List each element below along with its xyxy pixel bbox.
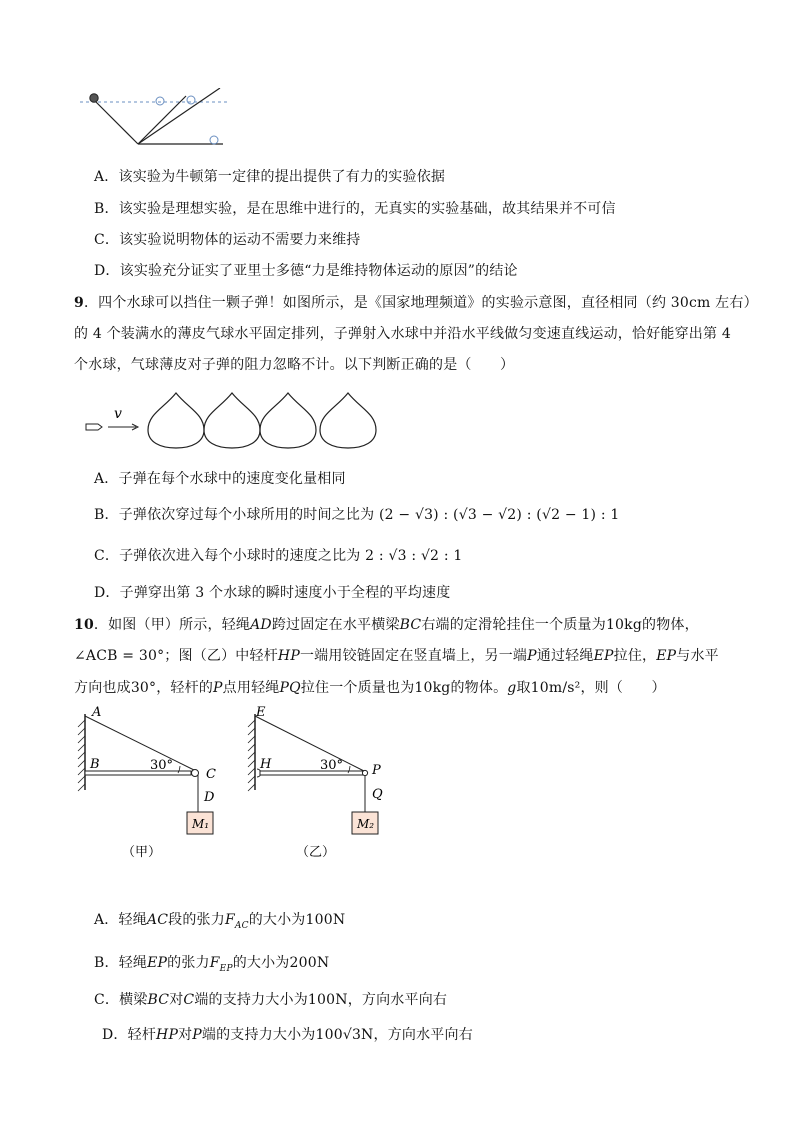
t: 100N [307,992,348,1008]
mass-label-m1: M₁ [192,817,210,831]
q9-option-c [94,545,463,565]
t: 跨过固定在水平横梁 [271,617,400,633]
t: ，方向水平向右 [347,992,448,1008]
t: 与水平 [676,648,719,664]
water-ball-2 [204,393,260,448]
t: D．轻杆 [102,1027,157,1043]
t: 段的张力 [168,912,225,928]
q9-option-b [94,504,620,524]
label-e: E [256,705,266,720]
t: 对 [178,1027,193,1043]
t: EP [593,648,614,664]
t: PQ [279,680,301,696]
label-b: B [90,757,100,772]
t: 对 [169,992,184,1008]
q8-option-b: B．该实验是理想实验，是在思维中进行的，无真实的实验基础，故其结果并不可信 [94,201,616,217]
label-h: H [260,757,272,772]
q9-number: 9 [74,295,84,311]
q10-option-a [94,909,345,931]
t: 的物体。 [450,680,508,696]
t: 的大小为 [248,912,306,928]
t: ，则（ ） [580,680,666,696]
t: 10kg [414,680,451,696]
label-q: Q [372,787,383,802]
caption-yi: （乙） [296,845,336,860]
t: 的大小为 [232,955,290,971]
q9-option-b-text: B．子弹依次穿过每个小球所用的时间之比为 [94,507,375,523]
t: P [192,1027,202,1043]
t: 方向也成 [74,680,131,696]
q9-option-b-formula: (2 − √3) : (√3 − √2) : (√2 − 1) : 1 [378,507,620,523]
figure-yi [240,700,410,865]
t: BC [147,992,170,1008]
ball-start [90,94,98,102]
t: F [224,912,235,928]
water-balls-figure [84,388,324,452]
q10-stem-line2 [74,645,719,665]
t: 端的支持力大小为 [201,1027,316,1043]
q9-text-1: ．四个水球可以挡住一颗子弹！如图所示，是《国家地理频道》的实验示意图，直径相同（约 30cm 左右） [83,295,758,311]
ball-ghost-3 [210,136,218,144]
velocity-label: v [114,406,122,422]
t: 的物体， [642,617,699,633]
angle-label-yi: 30° [320,758,344,773]
t: EP [219,963,233,974]
t: 点用轻绳 [222,680,280,696]
q9-stem-line3: 个水球，气球薄皮对子弹的阻力忽略不计。以下判断正确的是（ ） [74,357,515,373]
q10-number: 10 [74,617,94,633]
t: AC [146,912,169,928]
t: HP [156,1027,179,1043]
t: 拉住一个质量也为 [300,680,415,696]
water-ball-1 [148,393,204,448]
t: ，轻杆的 [156,680,214,696]
ideal-slope-experiment-figure [78,88,238,150]
caption-jia: （甲） [122,845,162,860]
t: P [527,648,537,664]
q10-option-c [94,989,447,1009]
t: 端的支持力大小为 [194,992,308,1008]
t: ；图（乙）中轻杆 [164,648,278,664]
t: 200N [289,955,330,971]
t: 10m/s² [530,680,581,696]
t: 10kg [605,617,642,633]
q9-option-a: A．子弹在每个水球中的速度变化量相同 [94,471,346,487]
q9-option-c-text: C．子弹依次进入每个小球时的速度之比为 [94,548,361,564]
label-c: C [206,767,216,782]
ball-ghost-2 [187,96,195,104]
t: ，方向水平向右 [373,1027,473,1043]
bullet-icon [86,424,102,430]
q9-option-d: D．子弹穿出第 3 个水球的瞬时速度小于全程的平均速度 [94,585,451,601]
t: 取 [516,680,531,696]
q9-option-c-formula: 2 : √3 : √2 : 1 [365,548,463,564]
t: 100N [305,912,346,928]
q9-stem-line1 [74,292,758,312]
water-ball-3 [260,393,316,448]
t: 一端用铰链固定在竖直墙上，另一端 [299,648,528,664]
mass-label-m2: M₂ [357,817,375,831]
q10-stem-line3 [74,677,666,697]
figure-jia [70,700,240,865]
t: 拉住， [613,648,657,664]
t: 右端的定滑轮挂住一个质量为 [421,617,606,633]
t: 通过轻绳 [536,648,594,664]
t: EP [656,648,677,664]
label-p: P [372,763,381,778]
label-d: D [204,790,215,805]
water-ball-4-shape [320,393,376,448]
q10-stem-line1 [74,614,699,634]
t: 30° [130,680,157,696]
water-ball-4-svg [316,388,380,452]
t: HP [277,648,300,664]
label-a: A [92,705,102,720]
q8-option-a: A．该实验为牛顿第一定律的提出提供了有力的实验依据 [94,169,446,185]
t: B．轻绳 [94,955,148,971]
t: C [183,992,195,1008]
q10-option-d [102,1024,473,1044]
t: g [507,680,517,696]
t: ∠ACB = 30° [74,648,165,664]
t: A．轻绳 [94,912,147,928]
t: F [209,955,220,971]
t: ．如图（甲）所示，轻绳 [93,617,251,633]
t: EP [147,955,168,971]
angle-label-jia: 30° [150,758,174,773]
q10-option-b [94,952,329,974]
t: C．横梁 [94,992,148,1008]
t: AC [234,920,249,931]
t: 的张力 [167,955,210,971]
t: AD [250,617,272,633]
t: BC [399,617,422,633]
t: P [213,680,223,696]
ball-ghost-1 [156,97,164,105]
q8-option-d: D．该实验充分证实了亚里士多德“力是维持物体运动的原因”的结论 [94,263,518,279]
q8-option-c: C．该实验说明物体的运动不需要力来维持 [94,232,361,248]
q9-stem-line2: 的 4 个装满水的薄皮气球水平固定排列，子弹射入水球中并沿水平线做匀变速直线运动，恰好能穿出第 4 [74,326,731,342]
pulley-icon [192,770,199,777]
t: 100√3N [315,1027,374,1043]
